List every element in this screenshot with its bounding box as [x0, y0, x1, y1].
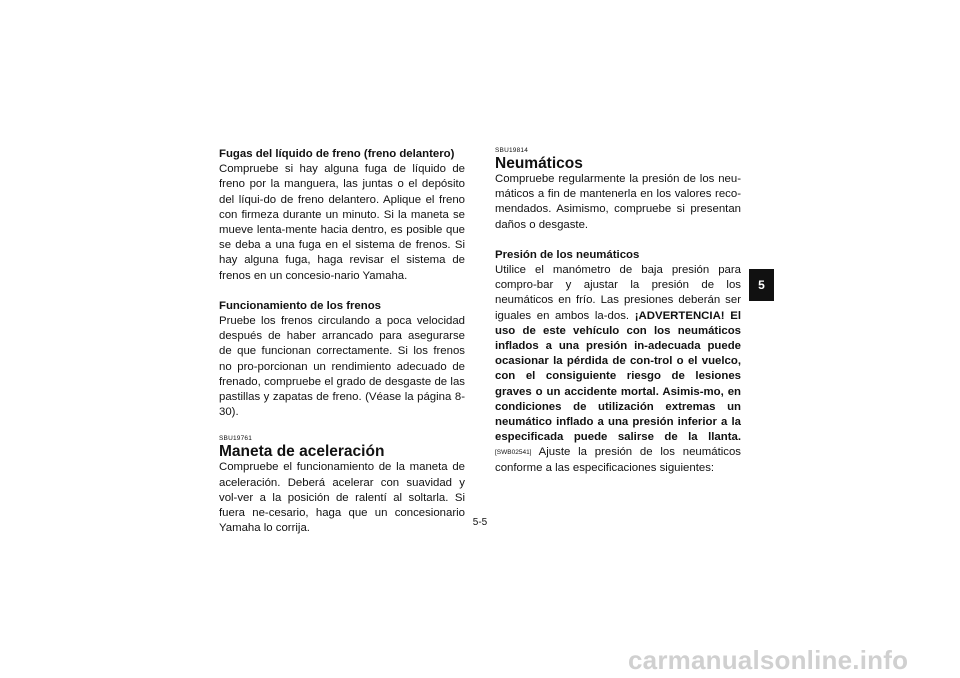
brake-function-heading: Funcionamiento de los frenos [219, 299, 382, 312]
brake-function-text: Pruebe los frenos circulando a poca velocidad después de haber arrancado para asegurarse de que funcionan correctamente. Si los frenos no pro-porcionan un rendimiento adecuado de frenado, compruebe el grado de desgaste de las pastillas y zapatas de freno. (Véase la página 8-30). [219, 315, 465, 419]
fluid-leak-heading: Fugas del líquido de freno (freno delantero) [219, 148, 455, 160]
chapter-tab: 5 [749, 269, 774, 301]
throttle-text: Compruebe el funcionamiento de la maneta de aceleración. Deberá acelerar con suavidad y vol-ver a la posición de ralentí al soltarla. Si fuera ne-cesario, haga que un concesionario Yamaha lo corrija. [219, 461, 465, 535]
right-column [495, 147, 741, 476]
tires-section-code: SBU19814 [495, 147, 529, 154]
throttle-section-code: SBU19761 [219, 435, 253, 443]
tires-section-title: Neumáticos [495, 155, 583, 172]
tires-text: Compruebe regularmente la presión de los neu-máticos a fin de mantenerla en los valores reco-mendados. Asimismo, compruebe si presentan daños o desgaste. [495, 173, 741, 231]
pressure-heading: Presión de los neumáticos [495, 248, 640, 261]
pressure-paragraph [495, 263, 741, 476]
throttle-section-title: Maneta de aceleración [219, 443, 385, 461]
fluid-leak-text: Compruebe si hay alguna fuga de líquido de freno por la manguera, las juntas o el depósito del líqui-do de freno delantero. Aplique el freno con firmeza durante un minuto. Si la maneta se mueve lenta-mente hacia dentro, es posible que se deba a una fuga en el sistema de frenos. Si hay alguna fuga, haga revisar el sistema de frenos en un concesio-nario Yamaha. [219, 163, 465, 282]
warning-text: ¡ADVERTENCIA! El uso de este vehículo con los neumáticos inflados a una presión in-adecuada puede ocasionar la pérdida de con-trol o el vuelco, con el consiguiente riesgo de lesiones graves o un accidente mortal. Asimis-mo, en condiciones de utilización extremas un neumático inflado a una presión inferior a la especificada puede salirse de la llanta. [495, 309, 741, 444]
left-column [219, 147, 465, 536]
pressure-text: Utilice el manómetro de baja presión para compro-bar y ajustar la presión de los neumáticos en frío. Las presiones deberán ser iguales en ambos la-dos. [495, 264, 741, 322]
warning-code: [SWB02541] [495, 449, 532, 457]
page-number: 5-5 [472, 517, 488, 528]
adjust-text: Ajuste la presión de los neumáticos conforme a las especificaciones siguientes: [495, 446, 741, 474]
watermark: carmanualsonline.info [628, 645, 909, 675]
